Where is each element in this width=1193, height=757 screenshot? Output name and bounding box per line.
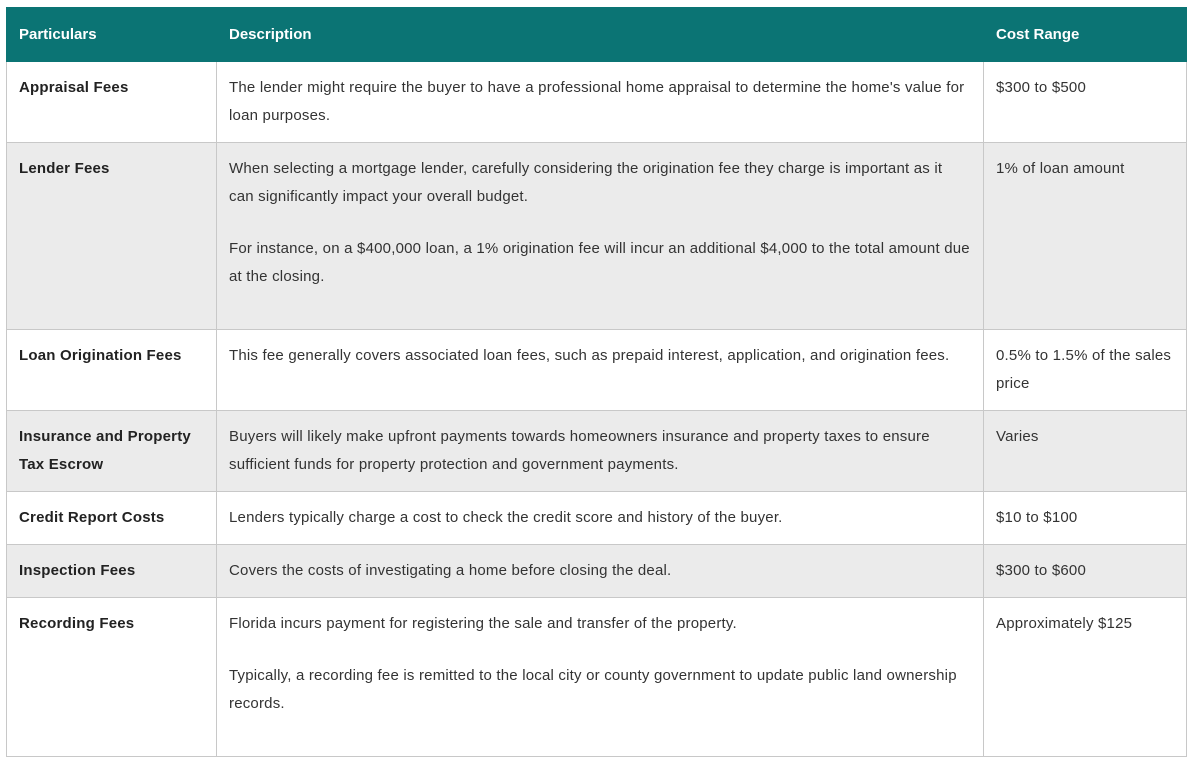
row-particular: Credit Report Costs <box>7 492 217 545</box>
row-description <box>217 62 984 143</box>
row-description <box>217 330 984 411</box>
description-paragraph: This fee generally covers associated loan fees, such as prepaid interest, application, and origination fees. <box>229 347 950 364</box>
table-row <box>7 492 1187 545</box>
table-row <box>7 143 1187 330</box>
row-description <box>217 492 984 545</box>
row-cost: $10 to $100 <box>984 492 1187 545</box>
closing-costs-table <box>6 7 1187 757</box>
table-row <box>7 545 1187 598</box>
row-cost: 0.5% to 1.5% of the sales price <box>984 330 1187 411</box>
row-cost: 1% of loan amount <box>984 143 1187 330</box>
row-description <box>217 598 984 757</box>
description-paragraph: For instance, on a $400,000 loan, a 1% origination fee will incur an additional $4,000 to the total amount due at the closing. <box>229 240 970 285</box>
table-header-row <box>7 8 1187 62</box>
row-particular: Appraisal Fees <box>7 62 217 143</box>
description-paragraph: The lender might require the buyer to have a professional home appraisal to determine the home's value for loan purposes. <box>229 79 965 124</box>
row-cost: $300 to $500 <box>984 62 1187 143</box>
description-paragraph: Buyers will likely make upfront payments towards homeowners insurance and property taxes to ensure sufficient funds for property protection and government payments. <box>229 428 930 473</box>
description-paragraph: Covers the costs of investigating a home before closing the deal. <box>229 562 672 579</box>
table-row <box>7 411 1187 492</box>
row-cost: $300 to $600 <box>984 545 1187 598</box>
row-particular: Recording Fees <box>7 598 217 757</box>
table-row <box>7 330 1187 411</box>
row-particular: Lender Fees <box>7 143 217 330</box>
table-row <box>7 598 1187 757</box>
row-description <box>217 545 984 598</box>
description-paragraph: Lenders typically charge a cost to check the credit score and history of the buyer. <box>229 509 783 526</box>
row-cost: Approximately $125 <box>984 598 1187 757</box>
header-particulars: Particulars <box>7 8 217 62</box>
header-description: Description <box>217 8 984 62</box>
header-cost-range: Cost Range <box>984 8 1187 62</box>
closing-costs-table-container <box>6 7 1186 757</box>
row-particular: Loan Origination Fees <box>7 330 217 411</box>
description-paragraph: Typically, a recording fee is remitted to the local city or county government to update public land ownership records. <box>229 667 957 712</box>
row-cost: Varies <box>984 411 1187 492</box>
description-paragraph: Florida incurs payment for registering the sale and transfer of the property. <box>229 615 737 632</box>
row-description <box>217 143 984 330</box>
description-paragraph: When selecting a mortgage lender, carefully considering the origination fee they charge is important as it can significantly impact your overall budget. <box>229 160 943 205</box>
table-row <box>7 62 1187 143</box>
row-particular: Insurance and Property Tax Escrow <box>7 411 217 492</box>
row-description <box>217 411 984 492</box>
row-particular: Inspection Fees <box>7 545 217 598</box>
